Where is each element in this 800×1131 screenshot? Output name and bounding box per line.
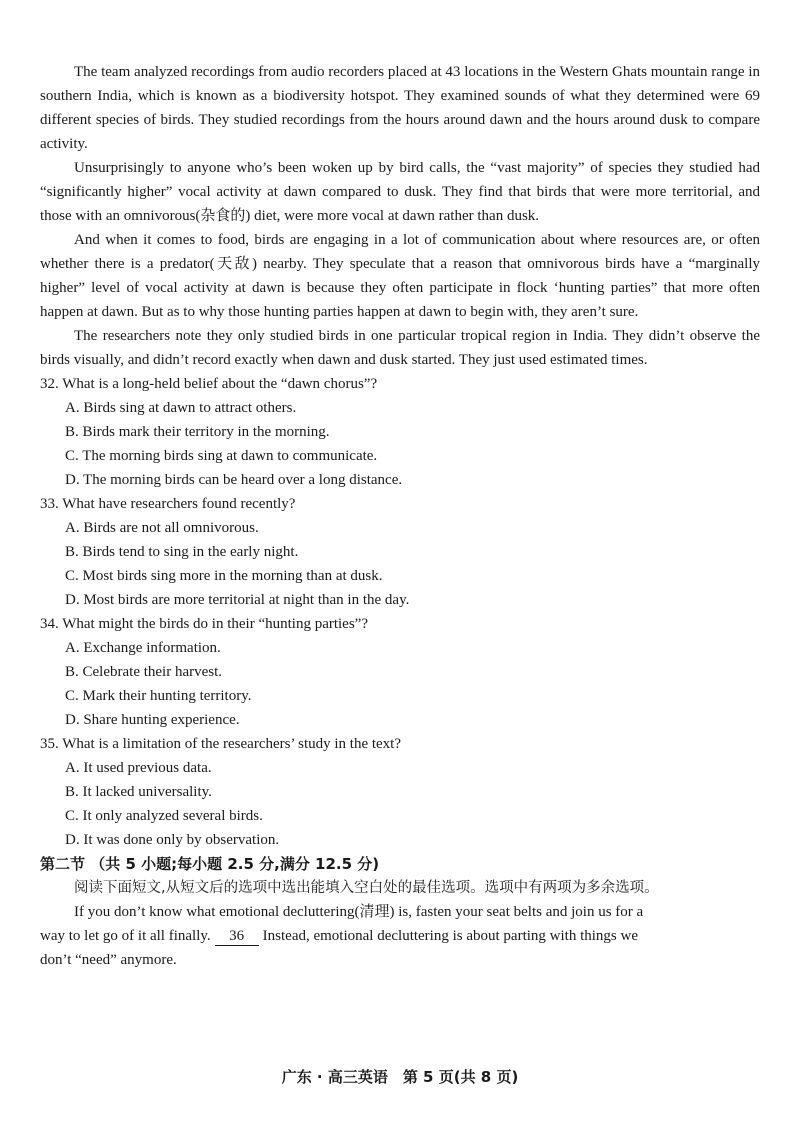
option-d: D. Share hunting experience. (65, 712, 240, 728)
option-b: B. Birds tend to sing in the early night. (65, 544, 299, 560)
question-stem: 32. What is a long-held belief about the “dawn chorus”? (40, 376, 378, 392)
blank-36: 36 (215, 927, 259, 946)
option-c: C. Most birds sing more in the morning than at dusk. (65, 568, 383, 584)
option-b: B. It lacked universality. (65, 784, 212, 800)
section-title: 第二节 （共 5 小题;每小题 2.5 分,满分 12.5 分) (40, 855, 380, 873)
section-passage-line-1: If you don’t know what emotional decluttering(清理) is, fasten your seat belts and join us for a (74, 904, 644, 920)
option-d: D. The morning birds can be heard over a long distance. (65, 472, 403, 488)
option-d: D. It was done only by observation. (65, 832, 280, 848)
option-a: A. It used previous data. (65, 760, 212, 776)
option-b: B. Birds mark their territory in the morning. (65, 424, 330, 440)
section-passage-line-2 (40, 924, 760, 948)
question-stem: 33. What have researchers found recently? (40, 496, 296, 512)
question-32 (40, 372, 760, 492)
line-2-text-before: way to let go of it all finally. (40, 928, 211, 944)
passage-paragraph-4: The researchers note they only studied birds in one particular tropical region in India. They didn’t observe the birds visually, and didn’t record exactly when dawn and dusk started. They just used estimated times. (40, 328, 760, 368)
option-c: C. It only analyzed several birds. (65, 808, 263, 824)
question-stem: 34. What might the birds do in their “hunting parties”? (40, 616, 368, 632)
passage-paragraph-3: And when it comes to food, birds are engaging in a lot of communication about where resources are, or often whether there is a predator(天敌) nearby. They speculate that a reason that omnivorous birds have a “marginally higher” level of vocal activity at dawn is because they often participate in flock ‘hunting parties” that more often happen at dawn. But as to why those hunting parties happen at dawn to begin with, they aren’t sure. (40, 232, 760, 320)
page-content (40, 60, 760, 972)
option-d: D. Most birds are more territorial at night than in the day. (65, 592, 410, 608)
section-instruction: 阅读下面短文,从短文后的选项中选出能填入空白处的最佳选项。选项中有两项为多余选项。 (74, 880, 659, 896)
page-footer: 广东 · 高三英语 第 5 页(共 8 页) (281, 1068, 519, 1086)
option-a: A. Birds are not all omnivorous. (65, 520, 259, 536)
option-c: C. The morning birds sing at dawn to communicate. (65, 448, 378, 464)
passage-paragraph-1: The team analyzed recordings from audio recorders placed at 43 locations in the Western Ghats mountain range in southern India, which is known as a biodiversity hotspot. They examined sounds of what they determined were 69 different species of birds. They studied recordings from the hours around dawn and the hours around dusk to compare activity. (40, 64, 760, 152)
passage-paragraph-2: Unsurprisingly to anyone who’s been woken up by bird calls, the “vast majority” of species they studied had “significantly higher” vocal activity at dawn compared to dusk. They find that birds that were more territorial, and those with an omnivorous(杂食的) diet, were more vocal at dawn rather than dusk. (40, 160, 760, 224)
option-c: C. Mark their hunting territory. (65, 688, 252, 704)
option-a: A. Exchange information. (65, 640, 221, 656)
question-34 (40, 612, 760, 732)
question-33 (40, 492, 760, 612)
question-35 (40, 732, 760, 852)
option-b: B. Celebrate their harvest. (65, 664, 223, 680)
option-a: A. Birds sing at dawn to attract others. (65, 400, 297, 416)
section-passage-line-3: don’t “need” anymore. (40, 952, 177, 968)
question-stem: 35. What is a limitation of the researchers’ study in the text? (40, 736, 402, 752)
line-2-text-after: Instead, emotional decluttering is about parting with things we (262, 928, 638, 944)
